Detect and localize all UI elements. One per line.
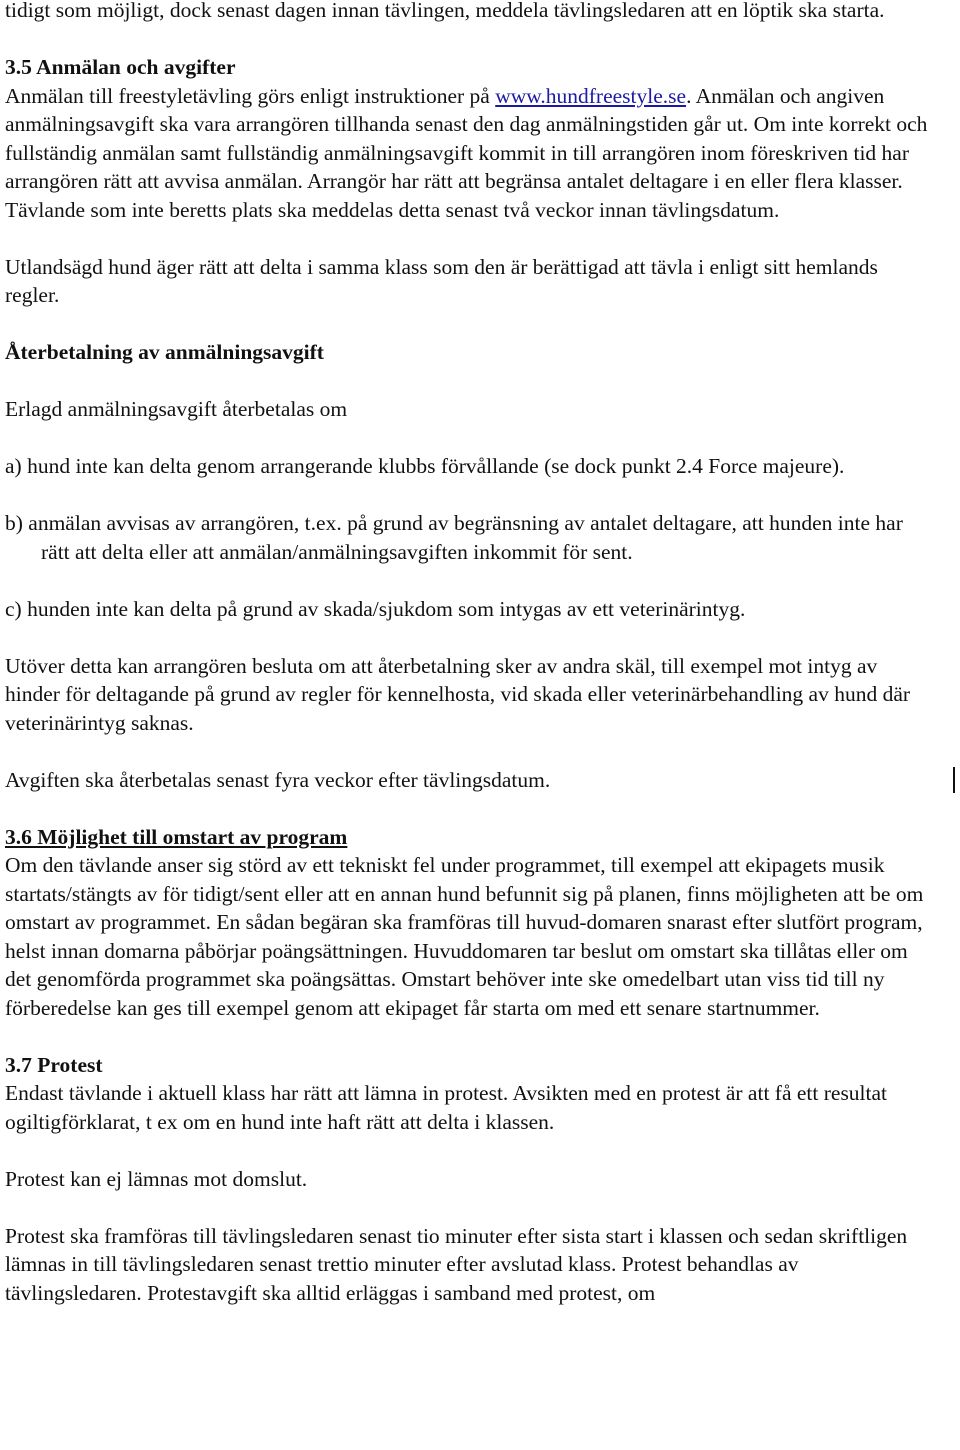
refund-item-c: c) hunden inte kan delta på grund av skada/sjukdom som intygas av ett veterinärintyg. (5, 596, 746, 621)
text-before-link: Anmälan till freestyletävling görs enligt instruktioner på (5, 83, 496, 108)
section-3-6-heading: 3.6 Möjlighet till omstart av program (5, 824, 348, 849)
section-3-7-paragraph-2: Protest kan ej lämnas mot domslut. (5, 1166, 308, 1191)
hundfreestyle-link[interactable]: www.hundfreestyle.se (495, 83, 687, 108)
refund-intro: Erlagd anmälningsavgift återbetalas om (5, 397, 348, 421)
section-3-7-paragraph-3: Protest ska framföras till tävlingsledaren senast tio minuter efter sista start i klassen och sedan skriftligen lämnas in till tävlingsledaren senast trettio minuter efter avslutad klass. Protest behandlas av tävlingsledaren. Protestavgift ska alltid erläggas i samband med protest, om (5, 1223, 908, 1305)
section-3-7-paragraph-1: Endast tävlande i aktuell klass har rätt att lämna in protest. Avsikten med en protest är att få ett resultat ogiltigförklarat, t ex om en hund inte haft rätt att delta i klassen. (5, 1081, 888, 1134)
section-3-5-heading: 3.5 Anmälan och avgifter (5, 55, 236, 79)
section-3-5-paragraph-1 (5, 82, 935, 225)
refund-deadline-paragraph: Avgiften ska återbetalas senast fyra veckor efter tävlingsdatum. (5, 767, 551, 792)
refund-item-a: a) hund inte kan delta genom arrangerande klubbs förvållande (se dock punkt 2.4 Force majeure). (5, 454, 845, 478)
refund-extra-paragraph: Utöver detta kan arrangören besluta om att återbetalning sker av andra skäl, till exempel mot intyg av hinder för deltagande på grund av regler för kennelhosta, vid skada eller veterinärbehandling av hund där veterinärintyg saknas. (5, 653, 911, 735)
refund-heading: Återbetalning av anmälningsavgift (5, 340, 324, 364)
section-3-7-heading: 3.7 Protest (5, 1052, 103, 1077)
section-3-6-paragraph: Om den tävlande anser sig störd av ett tekniskt fel under programmet, till exempel att ekipagets musik startats/stängts av för tidigt/sent eller att en annan hund befunnit sig på planen, finns möjligheten att be om omstart av programmet. En sådan begäran ska framföras till huvud-domaren snarast efter slutfört program, helst innan domarna påbörjar poängsättningen. Huvuddomaren tar beslut om omstart ska tillåtas eller om det genomförda programmet ska poängsättas. Omstart behöver inte ske omedelbart utan viss tid till ny förberedelse kan ges till exempel genom att ekipaget får starta om med ett senare startnummer. (5, 853, 924, 1020)
document-page (5, 0, 935, 1307)
text-after-link: . Anmälan och angiven anmälningsavgift ska vara arrangören tillhanda senast den dag anmälningstiden går ut. Om inte korrekt och fullständig anmälan samt fullständig anmälningsavgift kommit in till arrangören inom föreskriven tid har arrangören rätt att avvisa anmälan. Arrangör har rätt att begränsa antalet deltagare i en eller flera klasser. Tävlande som inte beretts plats ska meddelas detta senast två veckor innan tävlingsdatum. (5, 83, 928, 222)
revision-change-bar (953, 767, 955, 793)
section-3-5-paragraph-2: Utlandsägd hund äger rätt att delta i samma klass som den är berättigad att tävla i enligt sitt hemlands regler. (5, 254, 878, 307)
refund-item-b: b) anmälan avvisas av arrangören, t.ex. på grund av begränsning av antalet deltagare, att hunden inte har rätt att delta eller att anmälan/anmälningsavgiften inkommit för sent. (5, 511, 903, 564)
intro-paragraph: tidigt som möjligt, dock senast dagen innan tävlingen, meddela tävlingsledaren att en löptik ska starta. (5, 0, 885, 22)
